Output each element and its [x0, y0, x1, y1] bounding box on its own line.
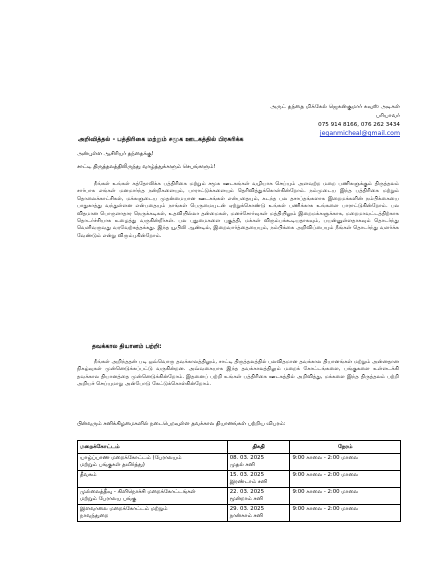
date-cell [227, 471, 290, 488]
zone-cell [78, 471, 228, 488]
saturday-label: முதல் சனி [229, 462, 255, 468]
table-row [78, 488, 401, 505]
sender-place: பரியாவர் [375, 113, 400, 119]
time-value: 9:00 காலை - 2:00 மாலை [292, 472, 359, 478]
date-value: 22. 03. 2025 [229, 489, 265, 495]
time-value: 9:00 காலை - 2:00 மாலை [292, 506, 359, 512]
time-cell [290, 471, 401, 488]
time-value: 9:00 காலை - 2:00 மாலை [292, 489, 359, 495]
time-cell [290, 505, 401, 522]
header-zone: மறைக்கோட்டம் [78, 441, 228, 454]
letter-subject: அறிவித்தல் - பத்திரிகை மற்றும் சமூக ஊடகத்தில் பிரசுரிக்க [78, 136, 244, 143]
zone-line: நாவந்துறை [80, 513, 109, 519]
schedule-header-row [78, 441, 401, 454]
date-cell [227, 488, 290, 505]
date-value: 15. 03. 2025 [229, 472, 265, 478]
zone-line: மற்றும் பேராலய பங்கு [80, 496, 137, 502]
zone-cell [78, 454, 228, 471]
paragraph-appreciation-text: நீங்கள் உங்கள் கத்தோலிக்க பத்திரிகை மற்றும் சமூக ஊடகங்கள் வழியாக செய்யும் அளவற்ற மறை பணிகளுக்கும் திருத்தலம் சார்பாக எங்கள் மனமார்ந்த நன்றிகளையும், பாராட்டுக்களையும் தெரிவித்துக்கொள்கின்றோம். நம்முடைய இந்த பத்திரிகை மற்றும் தொலைக்காட்சிகள், மக்களுடைய முதன்மையான ஊடகங்கள் என்பதையும், கடந்த பல தசாப்தங்களாக இறைமக்களின் நம்பிக்கையை பாதுகாத்து வந்துள்ளன என்பதையும் நாங்கள் பெருமையுடன் ஏற்றுக்கொண்டு உங்கள் பணிக்காக உங்களை பாராட்டுகின்றோம். பல விதமான பொருளாதார நெருக்கடிகள், உதவியில்லா தன்மைகள், மனச்சோர்வுகள் மத்தியிலும் இறைமக்களுக்காக, மறைமாவட்டத்திற்காக தொடர்ச்சியாக உழைத்து வருகின்றீர்கள். பல புதுமைகளை புகுத்தி, மக்கள் விரும்பக்கூடியதாகவும், பயன்னுள்ளதாகவும் தொடர்ந்து வெளிவருவது வரவேற்கத்தக்கது. இந்த யூபிலி ஆண்டில், இறைவார்த்தையையும், நம்பிக்கை அறிவிப்பையும் நீங்கள் தொடர்ந்து வளர்க்க வேண்டும் என்று விரும்புகின்றோம். [77, 181, 399, 239]
schedule-table [77, 440, 401, 522]
zone-line: இளவாலை மறைக்கோட்டம் மற்றும் [80, 506, 168, 512]
sender-name: அருட் தந்தை மிக்கேல் ஜெகன்குமார் சுவுஸ் அடிகள் [270, 104, 400, 110]
zone-cell [78, 488, 228, 505]
schedule-intro: பின்வரும் சனிக்கிழமைகளில் நடைபெறவுள்ள தவக்கால தியானங்கள் பற்றிய விபரம்: [77, 421, 286, 427]
time-cell [290, 488, 401, 505]
date-cell [227, 454, 290, 471]
zone-line: முல்லைத்தீவு - கிளிநொச்சி மறைக்கோட்டங்கள் [80, 489, 196, 495]
greeting: சாட்டி திருத்தலத்திலிருந்து வாழ்த்துக்களும் செபங்களும்! [77, 164, 216, 170]
paragraph-retreat-text: நீங்கள் அறிந்ததன் படி ஒவ்வொரு தவக்காலத்திலும், சாட்டி திருத்தலத்தில் பலவிதமான தவக்கால தியானங்கள் மற்றும் அன்னதான நிகழ்வுகள் முன்னெடுக்கப்பட்டு வருகின்றன. அவ்வகையாக இந்த தவக்காலத்திலும் மறைக் கோட்டங்களை, பங்குகளை உள்ளடக்கி தவக்கால தியானத்தை முன்னெடுக்கின்றோம். இதனைப் பற்றி உங்கள் பத்திரிகை ஊடகத்தில் அறிவித்து, மக்களை இந்த திருத்தலம் பற்றி அறியச் செய்யுமாறு அன்போடு கேட்டுக்கொள்கின்றோம். [77, 359, 399, 388]
sender-email-row [222, 131, 400, 138]
paragraph-retreat [77, 359, 399, 389]
saturday-label: நான்காம் சனி [229, 513, 263, 519]
zone-cell [78, 505, 228, 522]
zone-line: யாழ்ப்பாண மறைக்கோட்டம் (பேராலயம் [80, 455, 182, 461]
sender-phones: 075 914 8166, 076 262 3434 [318, 122, 400, 128]
time-cell [290, 454, 401, 471]
date-value: 08. 03. 2025 [229, 455, 265, 461]
sender-email-link[interactable]: jeganmicheal@gmail.com [319, 130, 400, 137]
saturday-label: மூன்றாம் சனி [229, 496, 263, 502]
section-heading: தவக்கால தியானம் பற்றி: [92, 343, 162, 350]
zone-line: தீவகம் [80, 472, 97, 478]
table-row [78, 454, 401, 471]
saturday-label: இரண்டாம் சனி [229, 479, 268, 485]
date-value: 29. 03. 2025 [229, 506, 265, 512]
header-time: நேரம் [290, 441, 401, 454]
time-value: 9:00 காலை - 2:00 மாலை [292, 455, 359, 461]
table-row [78, 505, 401, 522]
table-row [78, 471, 401, 488]
zone-line: மற்றும் பங்குகள் தவிர்த்து) [80, 462, 145, 468]
paragraph-appreciation [77, 181, 399, 240]
header-date: திகதி [227, 441, 290, 454]
date-cell [227, 505, 290, 522]
salutation: அன்புள்ள ஆசிரியர் தந்தைக்கு! [77, 151, 154, 157]
